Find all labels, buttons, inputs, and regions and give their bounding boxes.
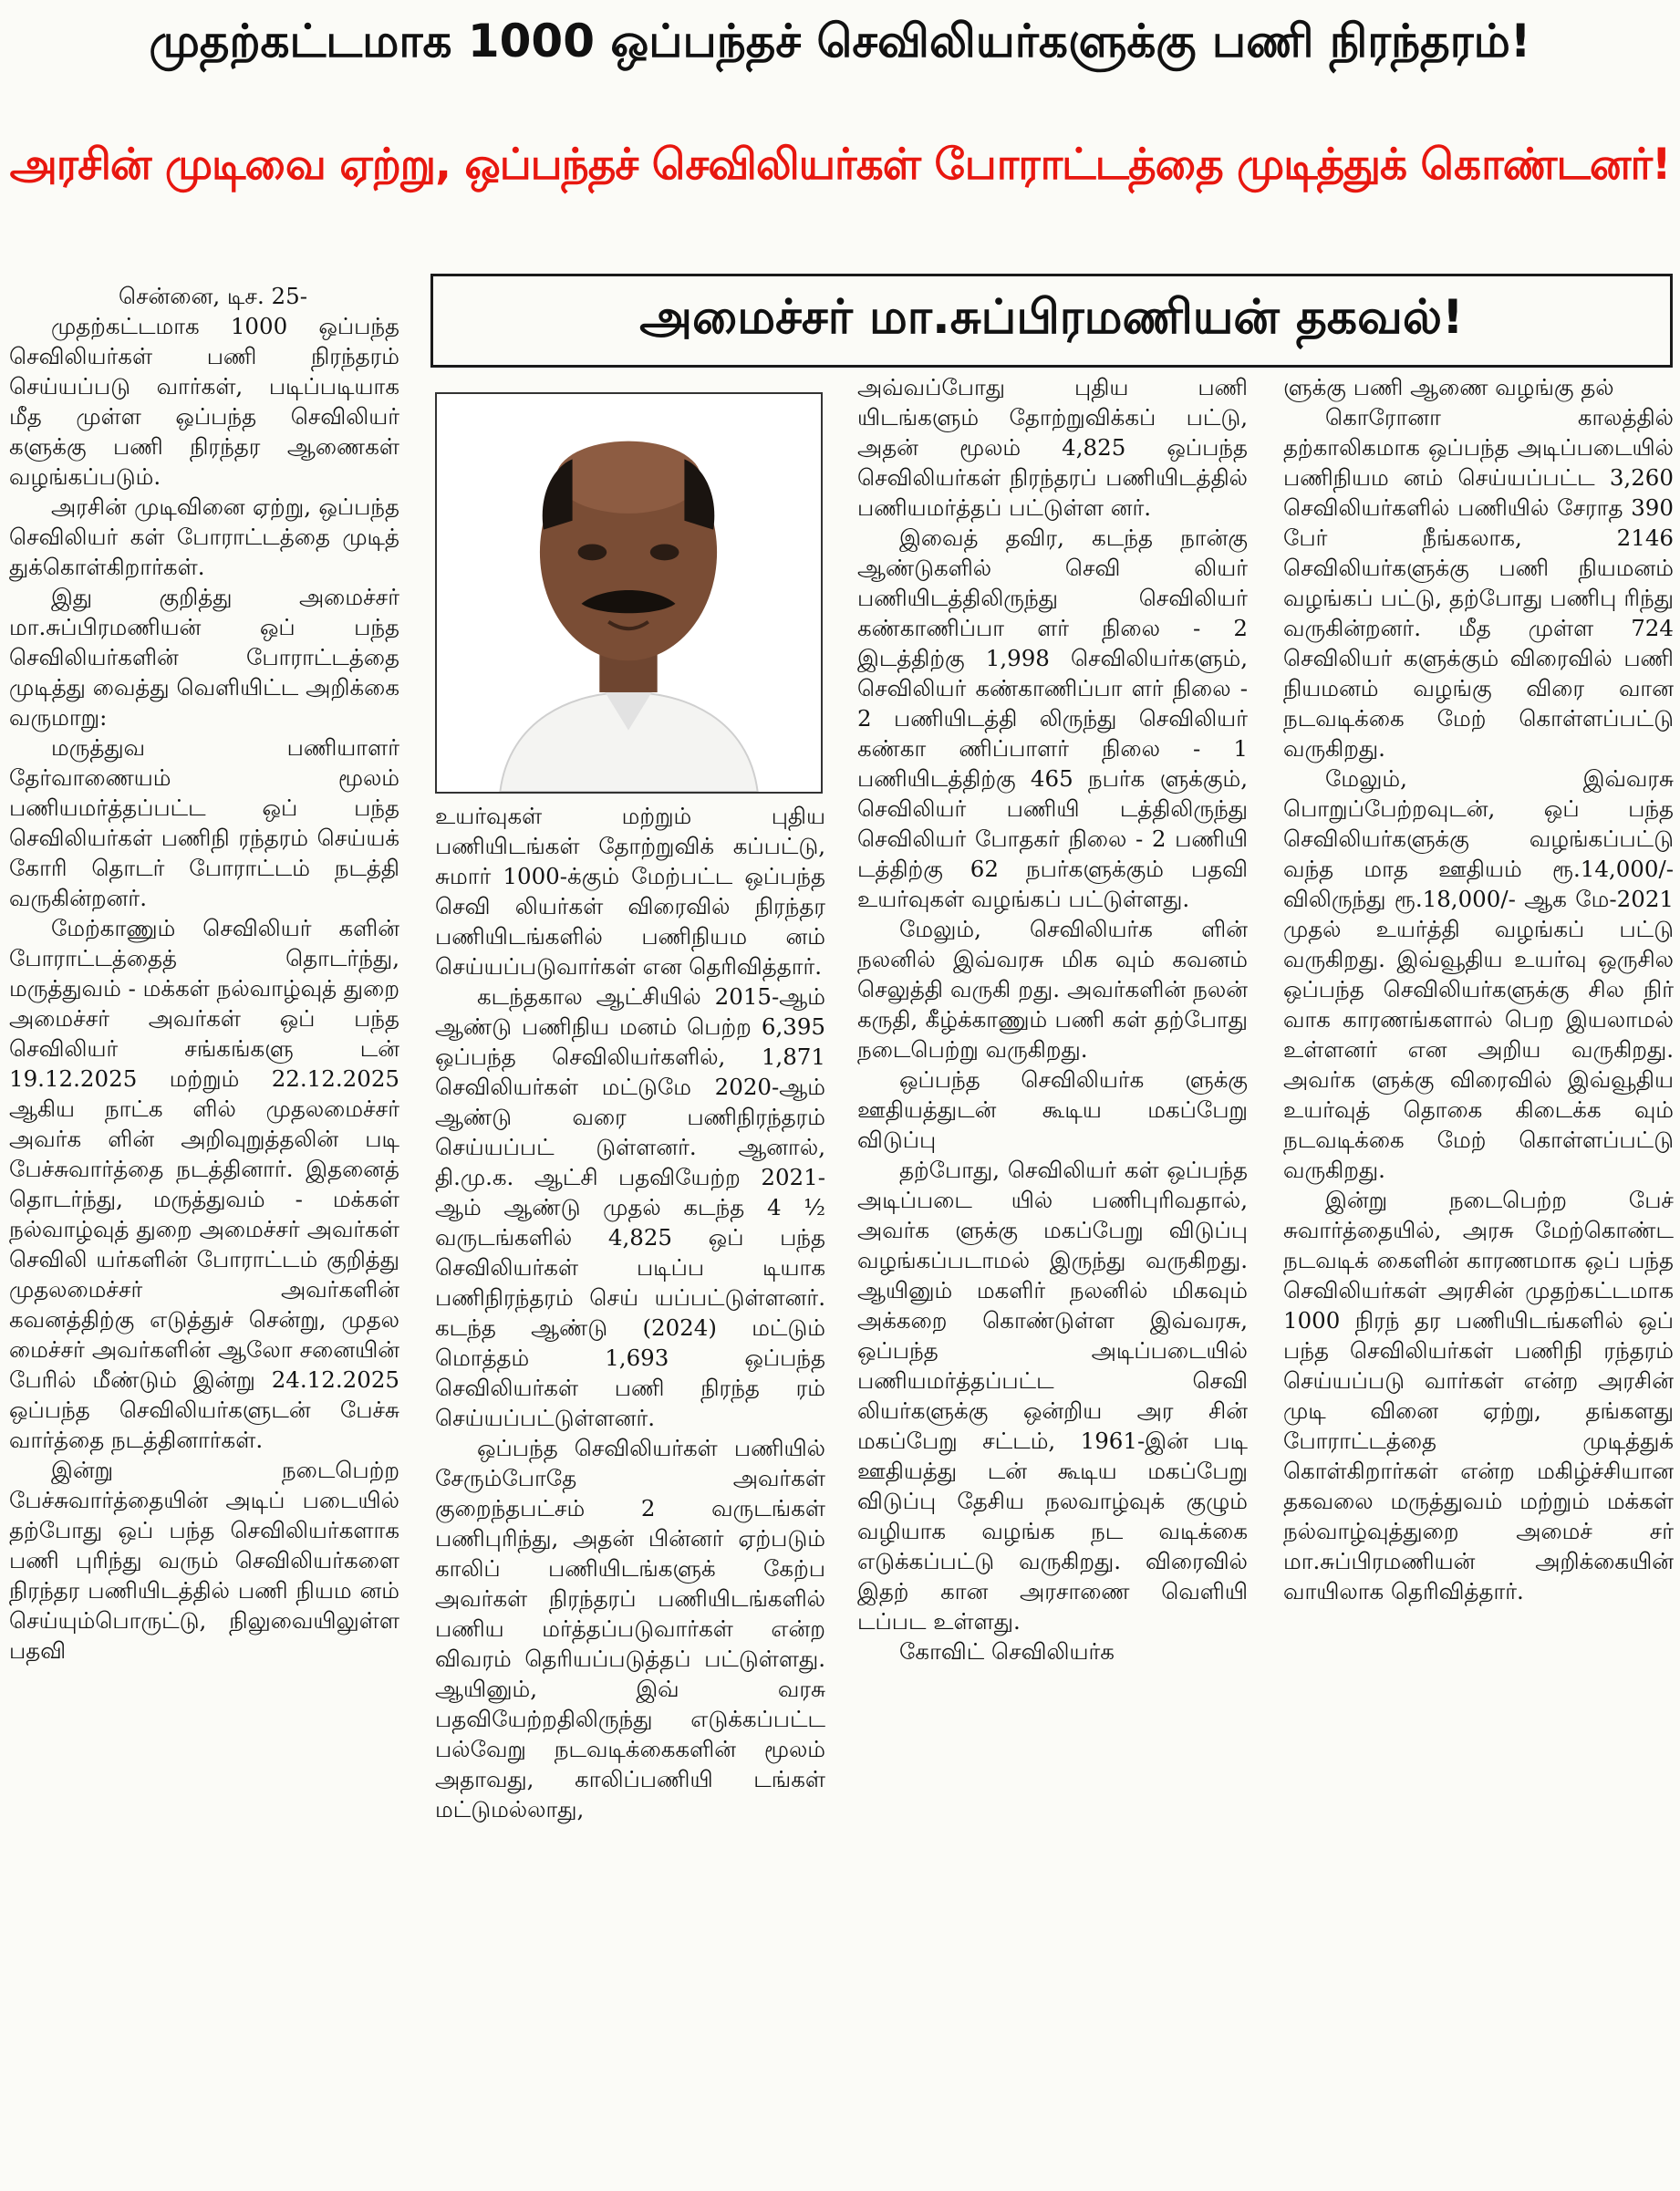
paragraph: மேலும், இவ்வரசு பொறுப்பேற்றவுடன், ஒப் பந்த செவிலியர்களுக்கு வழங்கப்பட்டு வந்த மாத ஊதியம் ரூ.14,000/-விலிருந்து ரூ.18,000/- ஆக மே-2021 முதல் உயர்த்தி வழங்கப் பட்டு வருகிறது. இவ்வூதிய உயர்வு ஒருசில ஒப்பந்த செவிலியர்களுக்கு சில நிர் வாக காரணங்களால் பெற இயலாமல் உள்ளனர் என அறிய வருகிறது. அவர்க ளுக்கு விரைவில் இவ்வூதிய உயர்வுத் தொகை கிடைக்க வும் நடவடிக்கை மேற் கொள்ளப்பட்டு வருகிறது. [1283, 765, 1674, 1183]
section-subheading: கோவிட் செவிலியர்க [899, 1638, 1115, 1665]
article-column-3 [857, 372, 1248, 2187]
headline-main: அரசின் முடிவை ஏற்று, ஒப்பந்தச் செவிலியர்கள் போராட்டத்தை முடித்துக் கொண்டனர்! [9, 139, 1671, 190]
paragraph: முதற்கட்டமாக 1000 ஒப்பந்த செவிலியர்கள் பணி நிரந்தரம் செய்யப்படு வார்கள், படிப்படியாக மீத முள்ள ஒப்பந்த செவிலியர் களுக்கு பணி நிரந்தர ஆணைகள் வழங்கப்படும். [9, 313, 399, 490]
subheadline: அமைச்சர் மா.சுப்பிரமணியன் தகவல்! [430, 274, 1673, 368]
paragraph: உயர்வுகள் மற்றும் புதிய பணியிடங்கள் தோற்றுவிக் கப்பட்டு, சுமார் 1000-க்கும் மேற்பட்ட ஒப்பந்த செவி லியர்கள் விரைவில் நிரந்தர பணியிடங்களில் பணிநியம னம் செய்யப்படுவார்கள் என தெரிவித்தார். [435, 803, 825, 980]
paragraph: மேலும், செவிலியர்க ளின் நலனில் இவ்வரசு மிக வும் கவனம் செலுத்தி வருகி றது. அவர்களின் நலன் கருதி, கீழ்க்காணும் பணி கள் தற்போது நடைபெற்று வருகிறது. [857, 916, 1248, 1063]
article-column-2 [435, 801, 825, 2187]
dateline: சென்னை, டிச. 25- [119, 283, 308, 309]
paragraph: அரசின் முடிவினை ஏற்று, ஒப்பந்த செவிலியர் கள் போராட்டத்தை முடித் துக்கொள்கிறார்கள். [9, 493, 399, 580]
article-column-1 [9, 281, 399, 2187]
paragraph: மேற்காணும் செவிலியர் களின் போராட்டத்தைத் தொடர்ந்து, மருத்துவம் - மக்கள் நல்வாழ்வுத் துறை அமைச்சர் அவர்கள் ஒப் பந்த செவிலியர் சங்கங்களு டன் 19.12.2025 மற்றும் 22.12.2025 ஆகிய நாட்க ளில் முதலமைச்சர் அவர்க ளின் அறிவுறுத்தலின் படி பேச்சுவார்த்தை நடத்தினார். இதனைத் தொடர்ந்து, மருத்துவம் - மக்கள் நல்வாழ்வுத் துறை அமைச்சர் அவர்கள் செவிலி யர்களின் போராட்டம் குறித்து முதலமைச்சர் அவர்களின் கவனத்திற்கு எடுத்துச் சென்று, முதல மைச்சர் அவர்களின் ஆலோ சனையின் பேரில் மீண்டும் இன்று 24.12.2025 ஒப்பந்த செவிலியர்களுடன் பேச்சு வார்த்தை நடத்தினார்கள். [9, 915, 399, 1453]
paragraph: இவைத் தவிர, கடந்த நான்கு ஆண்டுகளில் செவி லியர் பணியிடத்திலிருந்து செவிலியர் கண்காணிப்பா ளர் நிலை - 2 இடத்திற்கு 1,998 செவிலியர்களும், செவிலியர் கண்காணிப்பா ளர் நிலை - 2 பணியிடத்தி லிருந்து செவிலியர் கண்கா ணிப்பாளர் நிலை - 1 பணியிடத்திற்கு 465 நபர்க ளுக்கும், செவிலியர் பணியி டத்திலிருந்து செவிலியர் போதகர் நிலை - 2 பணியி டத்திற்கு 62 நபர்களுக்கும் பதவி உயர்வுகள் வழங்கப் பட்டுள்ளது. [857, 524, 1248, 912]
article-column-4 [1283, 372, 1674, 2187]
paragraph: அவ்வப்போது புதிய பணி யிடங்களும் தோற்றுவிக்கப் பட்டு, அதன் மூலம் 4,825 ஒப்பந்த செவிலியர்கள் நிரந்தரப் பணியிடத்தில் பணியமர்த்தப் பட்டுள்ள னர். [857, 374, 1248, 521]
headline-top: முதற்கட்டமாக 1000 ஒப்பந்தச் செவிலியர்களுக்கு பணி நிரந்தரம்! [149, 14, 1531, 67]
paragraph: கடந்தகால ஆட்சியில் 2015-ஆம் ஆண்டு பணிநிய மனம் பெற்ற 6,395 ஒப்பந்த செவிலியர்களில், 1,871 செவிலியர்கள் மட்டுமே 2020-ஆம் ஆண்டு வரை பணிநிரந்தரம் செய்யப்பட் டுள்ளனர். ஆனால், தி.மு.க. ஆட்சி பதவியேற்ற 2021-ஆம் ஆண்டு முதல் கடந்த 4 ½ வருடங்களில் 4,825 ஒப் பந்த செவிலியர்கள் படிப்ப டியாக பணிநிரந்தரம் செய் யப்பட்டுள்ளனர். கடந்த ஆண்டு (2024) மட்டும் மொத்தம் 1,693 ஒப்பந்த செவிலியர்கள் பணி நிரந்த ரம் செய்யப்பட்டுள்ளனர். [435, 983, 825, 1431]
paragraph: இன்று நடைபெற்ற பேச் சுவார்த்தையில், அரசு மேற்கொண்ட நடவடிக் கைளின் காரணமாக ஒப் பந்த செவிலியர்கள் அரசின் முதற்கட்டமாக 1000 நிரந் தர பணியிடங்களில் ஒப் பந்த செவிலியர்கள் பணிநி ரந்தரம் செய்யப்படு வார்கள் என்ற அரசின் முடி வினை ஏற்று, தங்களது போராட்டத்தை முடித்துக் கொள்கிறார்கள் என்ற மகிழ்ச்சியான தகவலை மருத்துவம் மற்றும் மக்கள் நல்வாழ்வுத்துறை அமைச் சர் மா.சுப்பிரமணியன் அறிக்கையின் வாயிலாக தெரிவித்தார். [1283, 1187, 1674, 1604]
section-subheading: ளுக்கு பணி ஆணை வழங்கு தல் [1283, 374, 1614, 400]
paragraph: தற்போது, செவிலியர் கள் ஒப்பந்த அடிப்படை யில் பணிபுரிவதால், அவர்க ளுக்கு மகப்பேறு விடுப்பு வழங்கப்படாமல் இருந்து வருகிறது. ஆயினும் மகளிர் நலனில் மிகவும் அக்கறை கொண்டுள்ள இவ்வரசு, ஒப்பந்த அடிப்படையில் பணியமர்த்தப்பட்ட செவி லியர்களுக்கு ஒன்றிய அர சின் மகப்பேறு சட்டம், 1961-இன் படி ஊதியத்து டன் கூடிய மகப்பேறு விடுப்பு தேசிய நலவாழ்வுக் குழும் வழியாக வழங்க நட வடிக்கை எடுக்கப்பட்டு வருகிறது. விரைவில் இதற் கான அரசாணை வெளியி டப்பட உள்ளது. [857, 1157, 1248, 1635]
section-subheading: ஒப்பந்த செவிலியர்க ளுக்கு ஊதியத்துடன் கூடிய மகப்பேறு விடுப்பு [857, 1066, 1248, 1153]
paragraph: இது குறித்து அமைச்சர் மா.சுப்பிரமணியன் ஒப் பந்த செவிலியர்களின் போராட்டத்தை முடித்து வைத்து வெளியிட்ட அறிக்கை வருமாறு: [9, 584, 399, 731]
paragraph: மருத்துவ பணியாளர் தேர்வாணையம் மூலம் பணியமர்த்தப்பட்ட ஒப் பந்த செவிலியர்கள் பணிநி ரந்தரம் செய்யக் கோரி தொடர் போராட்டம் நடத்தி வருகின்றனர். [9, 734, 399, 911]
paragraph: இன்று நடைபெற்ற பேச்சுவார்த்தையின் அடிப் படையில் தற்போது ஒப் பந்த செவிலியர்களாக பணி புரிந்து வரும் செவிலியர்களை நிரந்தர பணியிடத்தில் பணி நியம னம் செய்யும்பொருட்டு, நிலுவையிலுள்ள பதவி [9, 1457, 399, 1664]
paragraph: ஒப்பந்த செவிலியர்கள் பணியில் சேரும்போதே அவர்கள் குறைந்தபட்சம் 2 வருடங்கள் பணிபுரிந்து, அதன் பின்னர் ஏற்படும் காலிப் பணியிடங்களுக் கேற்ப அவர்கள் நிரந்தரப் பணியிடங்களில் பணிய மர்த்தப்படுவார்கள் என்ற விவரம் தெரியப்படுத்தப் பட்டுள்ளது. ஆயினும், இவ் வரசு பதவியேற்றதிலிருந்து எடுக்கப்பட்ட பல்வேறு நடவடிக்கைகளின் மூலம் அதாவது, காலிப்பணியி டங்கள் மட்டுமல்லாது, [435, 1435, 825, 1822]
paragraph: கொரோனா காலத்தில் தற்காலிகமாக ஒப்பந்த அடிப்படையில் பணிநியம னம் செய்யப்பட்ட 3,260 செவிலியர்களில் பணியில் சேராத 390 பேர் நீங்கலாக, 2146 செவிலியர்களுக்கு பணி நியமனம் வழங்கப் பட்டு, தற்போது பணிபு ரிந்து வருகின்றனர். மீத முள்ள 724 செவிலியர் களுக்கும் விரைவில் பணி நியமனம் வழங்கு விரை வான நடவடிக்கை மேற் கொள்ளப்பட்டு வருகிறது. [1283, 404, 1674, 762]
minister-photo [435, 392, 823, 794]
person-portrait-icon [437, 394, 821, 792]
